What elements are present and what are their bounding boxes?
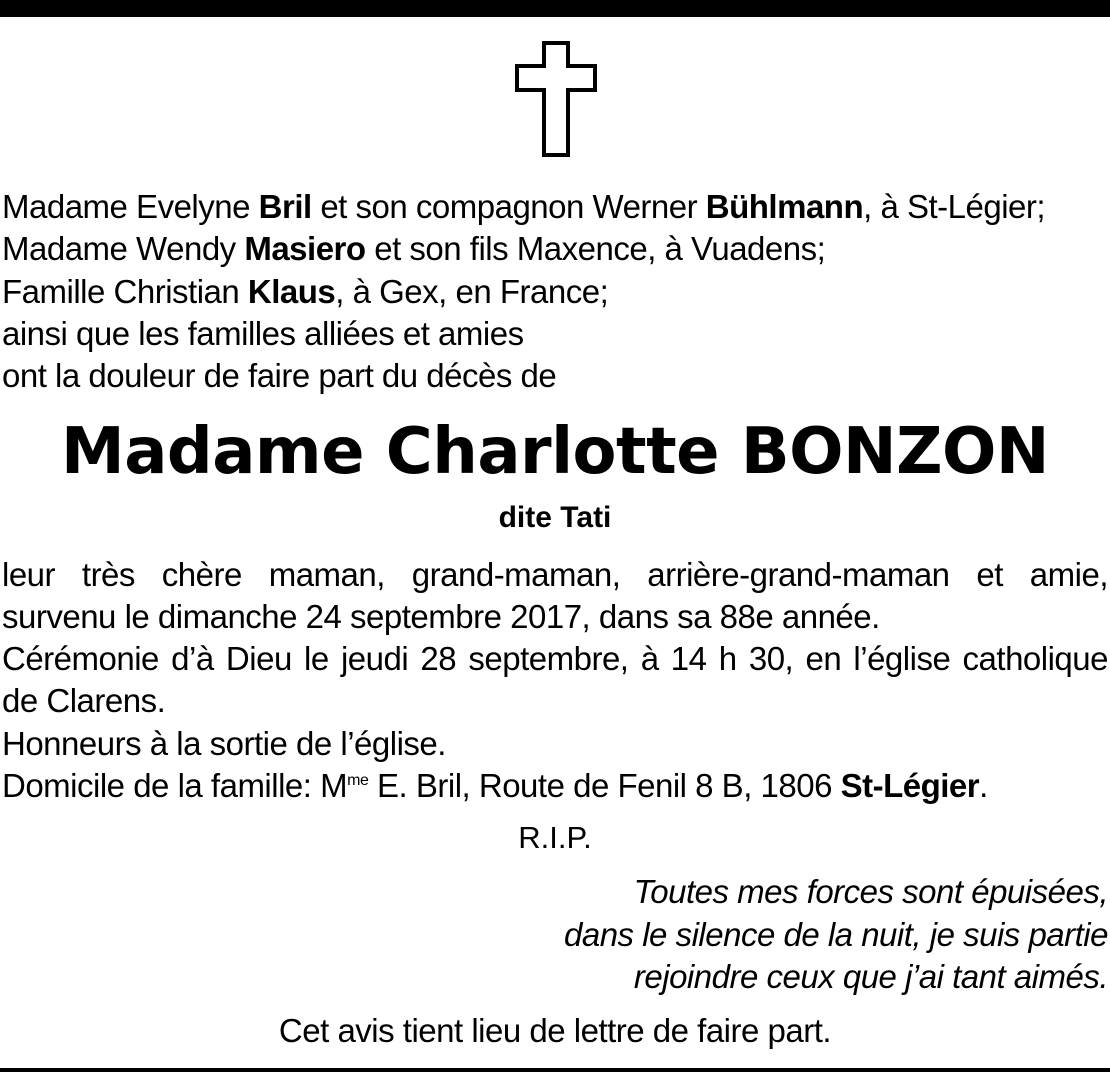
footer-note: Cet avis tient lieu de lettre de faire part. [278, 1012, 832, 1049]
top-border-rule [0, 0, 1110, 17]
announcer-line-4: ainsi que les familles alliées et amies [2, 315, 524, 352]
details-line-3: Cérémonie d’à Dieu le jeudi 28 septembre, à 14 h 30, en l’église catholique [2, 640, 1108, 677]
rip-text: R.I.P. [518, 820, 592, 855]
announcer-line-3: Famille Christian Klaus, à Gex, en France; [2, 273, 609, 310]
deceased-name: Madame Charlotte BONZON [61, 415, 1049, 489]
domicile-line: Domicile de la famille: $M^{me}$ E. Bril, Route de Fenil 8 B, 1806 St-Légier. [2, 767, 988, 804]
details-line-2: survenu le dimanche 24 septembre 2017, dans sa 88e année. [2, 598, 880, 635]
announcer-line-1: Madame Evelyne Bril et son compagnon Werner Bühlmann, à St-Légier; [2, 188, 1046, 225]
poem-line-1: Toutes mes forces sont épuisées, [633, 873, 1108, 910]
details-line-5: Honneurs à la sortie de l’église. [2, 725, 446, 762]
latin-cross-icon [514, 40, 598, 160]
announcer-line-2: Madame Wendy Masiero et son fils Maxence, à Vuadens; [2, 230, 826, 267]
bottom-border-rule [0, 1068, 1110, 1072]
details-line-1: leur très chère maman, grand-maman, arrière-grand-maman et amie, [2, 556, 1108, 593]
details-line-4: de Clarens. [2, 682, 166, 719]
poem-line-3: rejoindre ceux que j’ai tant aimés. [633, 958, 1108, 995]
announcer-line-5: ont la douleur de faire part du décès de [2, 357, 557, 394]
deceased-nickname: dite Tati [498, 501, 612, 534]
poem-line-2: dans le silence de la nuit, je suis partie [564, 916, 1108, 953]
